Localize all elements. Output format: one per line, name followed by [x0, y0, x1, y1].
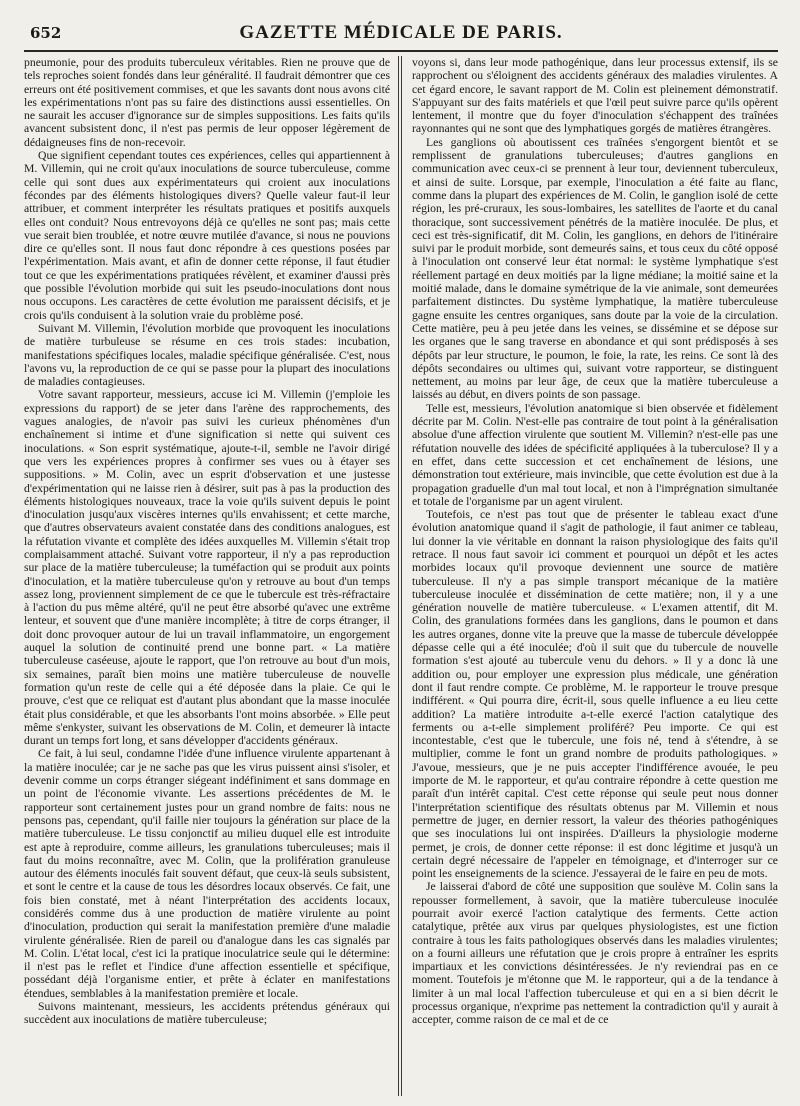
left-paragraph-2: Que signifient cependant toutes ces expériences, celles qui appartiennent à M. Villemin, qui ne croit qu'aux inoculations de source tuberculeuse, comme celle qui sont dues aux expérimentateurs qui croient aux inoculations fécondes par des éléments histologiques divers? Quelle valeur faut-il leur attribuer, et comment interpréter les résultats pratiques et positifs auxquels elles ont conduit? Nous entrevoyons déjà ce qu'elles ne sont pas; mais cette vue serait bien troublée, et notre œuvre mutilée d'avance, si nous ne pouvions dire ce qu'elles sont. Il nous faut donc répondre à ces questions posées par l'expérimentation. Mais avant, et afin de donner cette réponse, il faut étudier tout ce que les expérimentations pratiquées révèlent, et examiner d'aussi près que possible l'évolution morbide qui suit les pseudo-inoculations dont nous nous occupons. Les caractères de cette évolution me paraissent décisifs, et je crois qu'ils conduisent à la solution vraie du problème posé. — [24, 149, 391, 322]
left-paragraph-3: Suivant M. Villemin, l'évolution morbide que provoquent les inoculations de matière turbuleuse se résume en ces trois stades: incubation, manifestations spécifiques locales, maladie spécifique généralisée. C'est, nous l'avons vu, la reproduction de ce qui se passe pour la plupart des inoculations de maladies contagieuses. — [24, 321, 391, 389]
page-header — [24, 20, 778, 52]
text-columns — [24, 56, 778, 1096]
right-column — [404, 56, 778, 1096]
right-paragraph-4: Toutefois, ce n'est pas tout que de présenter le tableau exact d'une évolution anatomique quand il s'agit de pathologie, il faut animer ce tableau, lui donner la vie véritable en donnant la raison physiologique des faits qu'il retrace. Il nous faut savoir ici comment et pourquoi un dépôt et les actes morbides locaux qu'il provoque deviennent une source de matière tuberculeuse. Il n'y a pas simple transport mécanique de la matière tuberculeuse inoculée et dissémination de cette matière; non, il y a une génération nouvelle de matière tuberculeuse. « L'examen attentif, dit M. Colin, des granulations formées dans les ganglions, dans le poumon et dans les autres organes, donne vite la preuve que la masse de tubercule développée dépasse celle qui a été inoculée; d'où il suit que du tubercule de nouvelle formation s'est ajouté au tubercule venu du dehors. » Il y a donc là une addition ou, pour employer une expression plus médicale, une génération dont il faut rendre compte. Ce problème, M. le rapporteur le trouve presque indifférent. « Qui pourra dire, écrit-il, sous quelle influence a eu lieu cette addition? La matière introduite a-t-elle exercé l'action catalytique des ferments ou a-t-elle simplement proliféré? Peu importe. Ce qui est incontestable, c'est que le tubercule, une fois né, tend à s'étendre, à se multiplier, comme le font un grand nombre de produits pathologiques. » J'avoue, messieurs, que je ne puis accepter l'indifférence avouée, le peu importe de M. le rapporteur, et qu'au contraire répondre à cette question me paraît d'un intérêt capital. C'est cette réponse qui seule peut nous donner l'interprétation scientifique des résultats obtenus par M. Villemin et nous permettre de juger, en dernier ressort, la valeur des théories pathogéniques que ses inoculations lui ont inspirées. D'ailleurs la physiologie moderne permet, je crois, de donner cette réponse: il est donc légitime et jusqu'à un certain degré nécessaire de l'appeler en témoignage, et d'interroger sur ce point les enseignements de la science. J'essayerai de le faire en peu de mots. — [411, 508, 778, 881]
left-column — [24, 56, 396, 1096]
left-paragraph-5: Ce fait, à lui seul, condamne l'idée d'une influence virulente appartenant à la matière inoculée; car je ne sache pas que les virus puissent ainsi s'isoler, et devenir comme un corps étranger siégeant indéfiniment et sans dommage en un point de l'économie vivante. Les assertions précédentes de M. le rapporteur sont certainement justes pour un grand nombre de faits: nous ne pensons pas, cependant, qu'il faille nier toujours la génération sur place de la matière tuberculeuse. Le tissu conjonctif au milieu duquel elle est introduite est apte à reproduire, comme ailleurs, les granulations tuberculeuses; mais il faut du moins reconnaître, avec M. Colin, que la prolifération granuleuse autour des éléments inoculés fait souvent défaut, que ceux-là seuls subsistent, et sont le centre et la cause de tous les désordres locaux observés. Ce fait, une fois bien constaté, met à néant l'interprétation des accidents locaux, considérés comme dus à une production de matière virulente au point d'inoculation, production qui serait la manifestation première d'une maladie virulente généralisée. Rien de pareil ou d'analogue dans les cas signalés par M. Colin. L'état local, c'est ici la pratique inoculatrice seule qui le détermine: il n'est pas le reflet et l'indice d'une affection essentielle et spécifique, possédant déjà l'organisme entier, et prête à éclater en manifestations étendues, semblables à la manifestation première et locale. — [24, 747, 391, 1000]
right-paragraph-2: Les ganglions où aboutissent ces traînées s'engorgent bientôt et se remplissent de granulations tuberculeuses; d'autres ganglions en communication avec ceux-ci se prennent à leur tour, deviennent tuberculeux, et ainsi de suite. Lorsque, par exemple, l'inoculation a été faite au flanc, comme dans la plupart des expériences de M. Colin, le ganglion isolé de cette région, les pré-cruraux, les sous-lombaires, les satellites de l'aorte et du canal thoracique, sont successivement pénétrés de la matière inoculée. De plus, et ceci est très-significatif, dit M. Colin, les ganglions, en dehors de l'itinéraire suivi par le produit morbide, sont demeurés sains, et tous ceux du côté opposé à l'inoculation ont conservé leur état normal: le système lymphatique s'est réellement partagé en deux moitiés par la ligne médiane; la moitié saine et la moitié malade, dans le domaine symétrique de la vie animale, sont demeurées parfaitement distinctes. Du système lymphatique, la matière tuberculeuse gagne ensuite les centres organiques, sans doute par la voie de la circulation. Cette matière, peu à peu jetée dans les veines, se dissémine et se dépose sur les organes que le sang traverse en abondance et qui sont prédisposés à ses dépôts par leur structure, le poumon, le foie, la rate, les reins. Ce sont là des dépôts secondaires ou ultimes qui, suivant votre rapporteur, se distinguent nettement, au moins par leur âge, de ceux que la matière tuberculeuse a laissés au début, en divers points de son passage. — [411, 135, 778, 402]
right-paragraph-1: voyons si, dans leur mode pathogénique, dans leur processus extensif, ils se rapprochent ou s'éloignent des accidents généraux des maladies virulentes. A cet égard encore, le savant rapport de M. Colin est pleinement démonstratif. S'appuyant sur des faits matériels et que l'œil peut suivre parce qu'ils opèrent lentement, il montre que du foyer d'inoculation s'échappent des traînées rayonnantes qui ne sont que des lymphatiques gorgés de matières étrangères. — [411, 56, 778, 136]
left-paragraph-1: pneumonie, pour des produits tuberculeux véritables. Rien ne prouve que de tels reproches soient fondés dans leur généralité. Il faudrait démontrer que ces erreurs ont été positivement commises, et que les savants dont nous avons cité les expérimentations n'ont pas su faire des distinctions aussi essentielles. On ne saurait les accuser d'ignorance sur de simples suppositions. Les faits qu'ils avancent subsistent donc, il n'est pas permis de leur opposer légèrement de dédaigneuses fins de non-recevoir. — [24, 56, 391, 149]
journal-title: GAZETTE MÉDICALE DE PARIS. — [239, 22, 563, 43]
column-divider — [398, 56, 402, 1096]
left-paragraph-6: Suivons maintenant, messieurs, les accidents prétendus généraux qui succèdent aux inoculations de matière tuberculeuse; — [24, 1000, 391, 1027]
right-paragraph-5: Je laisserai d'abord de côté une supposition que soulève M. Colin sans la repousser formellement, à savoir, que la matière tuberculeuse inoculée pourrait avoir exercé l'action catalytique des ferments. Cette action catalytique, prêtée aux virus par quelques physiologistes, est une fiction contraire à tous les faits pathologiques observés dans les maladies virulentes; on a fourni ailleurs une réfutation que je crois propre à entraîner les esprits impartiaux et les convictions désintéressées. Je n'y reviendrai pas en ce moment. Toutefois je m'étonne que M. le rapporteur, qui a de la tendance à limiter à un mal local l'affection tuberculeuse et qui en a si bien décrit le processus organique, n'exprime pas nettement la contradiction qu'il y aurait à accepter, comme raison de ce mal et de ce — [411, 880, 778, 1027]
left-paragraph-4: Votre savant rapporteur, messieurs, accuse ici M. Villemin (j'emploie les expressions du rapport) de se jeter dans l'arène des rapprochements, des vagues analogies, de n'avoir pas suivi les curieux phénomènes d'un enchaînement si intime et d'une signification si nette qui suivent ces inoculations. « Son esprit systématique, ajoute-t-il, semble ne l'avoir dirigé que vers les expériences propres à confirmer ses vues ou à étayer ses suppositions. » M. Colin, avec un esprit d'observation et une justesse d'expérimentation qui ne laisse rien à désirer, suit pas à pas la production des éléments histologiques nouveaux, trace la voie qu'ils suivent depuis le point d'inoculation jusqu'aux viscères internes qu'ils envahissent; et cette marche, que d'autres observateurs avaient constatée dans des conditions analogues, est la réfutation vivante et complète des idées auxquelles M. Villemin s'était trop complaisamment attaché. Suivant votre rapporteur, il n'y a pas reproduction sur place de la matière tuberculeuse; la tuméfaction qui se produit aux points d'inoculation, et la matière tuberculeuse qu'on y retrouve au bout d'un temps assez long, proviennent simplement de ce que le tubercule est très-réfractaire à l'action du pus même altéré, qu'il ne peut être absorbé qu'avec une extrême lenteur, et souvent que d'une manière incomplète; à titre de corps étranger, il doit donc provoquer autour de lui un travail inflammatoire, un engorgement auquel la solution de continuité prend une bonne part. « La matière tuberculeuse caséeuse, ajoute le rapport, que l'on retrouve au bout d'un mois, six semaines, paraît bien moins une matière tuberculeuse de nouvelle formation qu'un reste de celle qui a été déposée dans la plaie. Ce qui le prouve, c'est que ce reliquat est d'autant plus abondant que la masse inoculée était plus considérable, et que les absorbants l'ont moins absorbée. » Elle peut même s'enkyster, suivant les observations de M. Colin, et demeurer là intacte durant un temps fort long, et sans développer d'accidents généraux. — [24, 388, 391, 748]
right-paragraph-3: Telle est, messieurs, l'évolution anatomique si bien observée et fidèlement décrite par M. Colin. N'est-elle pas contraire de tout point à la généralisation absolue d'une affection virulente que soutient M. Villemin? n'est-elle pas une réfutation nouvelle des idées de spécificité appliquées à la tuberculose? Il y a en effet, dans cette succession et cet enchaînement de lésions, une démonstration tout extérieure, mais invincible, que cette évolution est due à la propagation graduelle d'un mal tout local, et non à l'imprégnation simultanée et totale de l'organisme par un agent virulent. — [411, 401, 778, 508]
page-number: 652 — [30, 24, 62, 42]
